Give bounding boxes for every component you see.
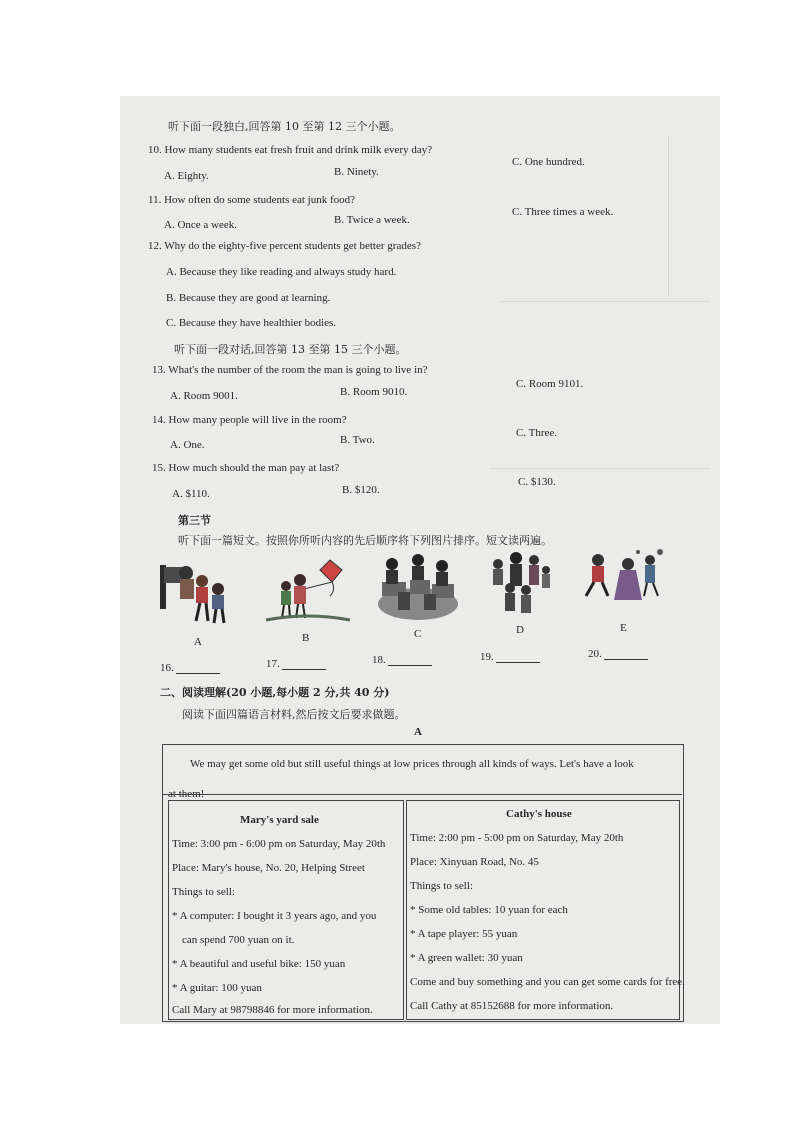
picture-label: E	[620, 622, 627, 634]
option-c: C. One hundred.	[512, 156, 585, 168]
question-stem: 11. How often do some students eat junk food?	[148, 194, 356, 206]
passage-intro-line2: at them!	[168, 788, 205, 800]
answer-blank-16	[160, 662, 220, 674]
option-b: B. $120.	[342, 484, 380, 496]
dialogue-instruction: 听下面一段对话,回答第 13 至第 15 三个小题。	[174, 343, 407, 356]
answer-blank-17	[266, 658, 326, 670]
bleed-line	[668, 136, 669, 296]
mary-item-computer: * A computer: I bought it 3 years ago, and you	[172, 910, 377, 922]
answer-blank-18	[372, 654, 432, 666]
blank-line	[496, 652, 540, 663]
picture-a-children-illustration	[156, 559, 236, 631]
option-a: A. One.	[170, 439, 205, 451]
cathy-note: Come and buy something and you can get some cards for free.	[410, 976, 685, 988]
mary-item-bike: * A beautiful and useful bike: 150 yuan	[172, 958, 346, 970]
section-heading: 第三节	[178, 514, 211, 527]
picture-b-kite-illustration	[264, 556, 354, 626]
option-c: C. Three.	[516, 427, 558, 439]
option-c: C. $130.	[518, 476, 556, 488]
picture-label: B	[302, 632, 310, 644]
reading-heading: 二、阅读理解(20 小题,每小题 2 分,共 40 分)	[160, 686, 390, 699]
question-stem: 10. How many students eat fresh fruit and drink milk every day?	[148, 144, 433, 156]
option-b: B. Because they are good at learning.	[166, 292, 331, 304]
picture-d-group-illustration	[486, 550, 556, 622]
question-stem: 14. How many people will live in the room?	[152, 414, 347, 426]
blank-line	[176, 663, 220, 674]
mary-time: Time: 3:00 pm - 6:00 pm on Saturday, May 20th	[172, 838, 386, 850]
cathy-call-info: Call Cathy at 85152688 for more information.	[410, 1000, 614, 1012]
answer-blank-19	[480, 651, 540, 663]
blank-line	[388, 655, 432, 666]
option-b: B. Room 9010.	[340, 386, 408, 398]
option-a: A. Eighty.	[164, 170, 209, 182]
blank-number: 18.	[372, 654, 386, 666]
mary-item-computer-cont: can spend 700 yuan on it.	[182, 934, 295, 946]
bleed-line	[500, 301, 710, 302]
picture-label: A	[194, 636, 202, 648]
cathy-title: Cathy's house	[506, 808, 572, 820]
monologue-instruction: 听下面一段独白,回答第 10 至第 12 三个小题。	[168, 120, 401, 133]
blank-number: 16.	[160, 662, 174, 674]
reading-instruction: 阅读下面四篇语言材料,然后按文后要求做题。	[182, 708, 406, 721]
cathy-item-tape-player: * A tape player: 55 yuan	[410, 928, 518, 940]
intro-divider	[162, 794, 682, 795]
option-a: A. Once a week.	[164, 219, 237, 231]
option-b: B. Two.	[340, 434, 375, 446]
passage-intro-line1: We may get some old but still useful things at low prices through all kinds of ways. Let's have a look	[190, 758, 634, 770]
answer-blank-20	[588, 648, 648, 660]
mary-place: Place: Mary's house, No. 20, Helping Street	[172, 862, 365, 874]
picture-e-dancing-illustration	[580, 548, 666, 618]
question-stem: 12. Why do the eighty-five percent students get better grades?	[148, 240, 421, 252]
cathy-time: Time: 2:00 pm - 5:00 pm on Saturday, May 20th	[410, 832, 624, 844]
cathy-things-label: Things to sell:	[410, 880, 473, 892]
option-a: A. Because they like reading and always study hard.	[166, 266, 397, 278]
mary-things-label: Things to sell:	[172, 886, 235, 898]
section-instruction: 听下面一篇短文。按照你所听内容的先后顺序将下列图片排序。短文读两遍。	[178, 534, 552, 547]
picture-c-classroom-illustration	[376, 552, 460, 624]
option-c: C. Three times a week.	[512, 206, 614, 218]
blank-line	[604, 649, 648, 660]
blank-number: 19.	[480, 651, 494, 663]
option-b: B. Twice a week.	[334, 214, 410, 226]
blank-line	[282, 659, 326, 670]
mary-title: Mary's yard sale	[240, 814, 319, 826]
option-a: A. $110.	[172, 488, 210, 500]
passage-label: A	[414, 726, 422, 738]
cathy-place: Place: Xinyuan Road, No. 45	[410, 856, 539, 868]
option-c: C. Because they have healthier bodies.	[166, 317, 337, 329]
picture-label: D	[516, 624, 524, 636]
mary-item-guitar: * A guitar: 100 yuan	[172, 982, 262, 994]
blank-number: 20.	[588, 648, 602, 660]
option-c: C. Room 9101.	[516, 378, 584, 390]
blank-number: 17.	[266, 658, 280, 670]
option-b: B. Ninety.	[334, 166, 379, 178]
picture-label: C	[414, 628, 422, 640]
question-stem: 13. What's the number of the room the man is going to live in?	[152, 364, 428, 376]
cathy-item-wallet: * A green wallet: 30 yuan	[410, 952, 523, 964]
exam-page-photo	[120, 96, 720, 1024]
question-stem: 15. How much should the man pay at last?	[152, 462, 340, 474]
bleed-line	[490, 468, 710, 469]
cathy-item-tables: * Some old tables: 10 yuan for each	[410, 904, 568, 916]
option-a: A. Room 9001.	[170, 390, 238, 402]
mary-call-info: Call Mary at 98798846 for more information.	[172, 1004, 373, 1016]
